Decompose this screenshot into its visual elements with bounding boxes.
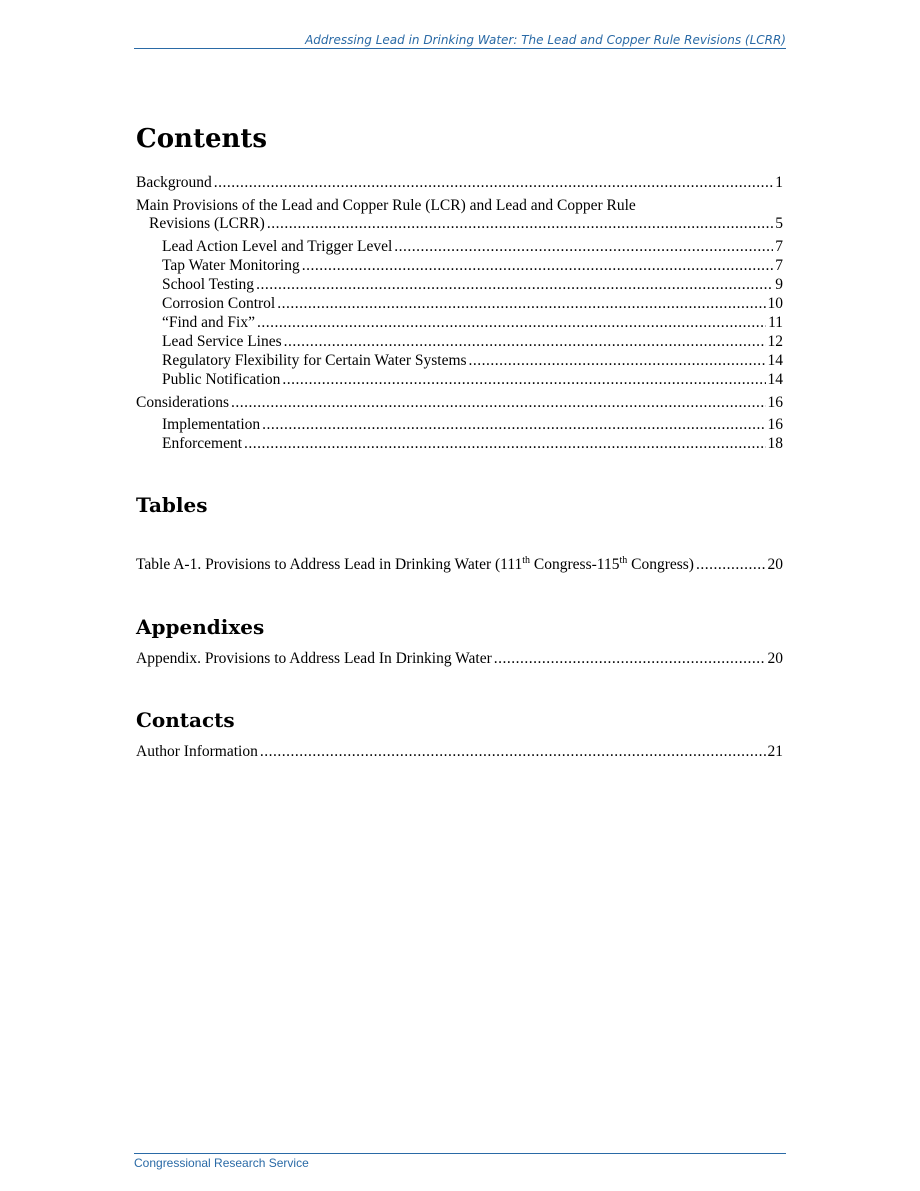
appendixes-heading: Appendixes [136, 615, 265, 639]
toc-page-number: 7 [775, 238, 783, 255]
toc-entry-considerations[interactable] [136, 394, 783, 413]
toc-page-number: 20 [767, 650, 783, 667]
toc-entry-find-and-fix[interactable] [162, 314, 783, 333]
toc-page-number: 5 [775, 215, 783, 232]
toc-entry-implementation[interactable] [162, 416, 783, 435]
toc-entry-main-provisions[interactable] [149, 215, 783, 234]
toc-label-part: Congress) [627, 556, 694, 573]
ordinal-suffix: th [619, 555, 628, 566]
toc-page-number: 9 [775, 276, 783, 293]
toc-label: School Testing [162, 276, 255, 293]
toc-page-number: 16 [767, 416, 783, 433]
dot-leader [469, 352, 766, 370]
toc-label: Corrosion Control [162, 295, 276, 312]
toc-label [136, 556, 694, 574]
toc-page-number: 18 [767, 435, 783, 452]
toc-entry-main-provisions-line1[interactable]: Main Provisions of the Lead and Copper Rule (LCR) and Lead and Copper Rule [136, 197, 636, 214]
toc-page-number: 7 [775, 257, 783, 274]
toc-entry-school-testing[interactable] [162, 276, 783, 295]
toc-label-part: Congress-115 [530, 556, 620, 573]
page-footer: Congressional Research Service [134, 1153, 786, 1170]
toc-label: Appendix. Provisions to Address Lead In Drinking Water [136, 650, 492, 667]
toc-entry-corrosion-control[interactable] [162, 295, 783, 314]
contacts-heading: Contacts [136, 708, 235, 732]
dot-leader [267, 215, 773, 233]
toc-page-number: 12 [767, 333, 783, 350]
toc-entry-table-a1[interactable] [136, 556, 783, 575]
running-header: Addressing Lead in Drinking Water: The Lead and Copper Rule Revisions (LCRR) [134, 33, 786, 49]
dot-leader [257, 314, 766, 332]
dot-leader [277, 295, 765, 313]
dot-leader [256, 276, 773, 294]
toc-page-number: 14 [767, 352, 783, 369]
dot-leader [282, 371, 765, 389]
toc-label: Implementation [162, 416, 261, 433]
toc-entry-tap-water-monitoring[interactable] [162, 257, 783, 276]
toc-label: “Find and Fix” [162, 314, 255, 331]
toc-page-number: 14 [767, 371, 783, 388]
toc-page-number: 11 [768, 314, 783, 331]
ordinal-suffix: th [522, 555, 531, 566]
dot-leader [244, 435, 765, 453]
toc-entry-regulatory-flexibility[interactable] [162, 352, 783, 371]
dot-leader [302, 257, 774, 275]
toc-entry-appendix[interactable] [136, 650, 783, 669]
toc-entry-background[interactable] [136, 174, 783, 193]
contents-heading: Contents [136, 124, 268, 154]
tables-heading: Tables [136, 493, 208, 517]
toc-page-number: 21 [767, 743, 783, 760]
toc-page-number: 10 [767, 295, 783, 312]
toc-entry-public-notification[interactable] [162, 371, 783, 390]
toc-label: Tap Water Monitoring [162, 257, 300, 274]
toc-page-number: 16 [767, 394, 783, 411]
toc-label: Lead Service Lines [162, 333, 282, 350]
dot-leader [262, 416, 765, 434]
dot-leader [231, 394, 766, 412]
toc-label: Author Information [136, 743, 258, 760]
toc-entry-author-information[interactable] [136, 743, 783, 762]
toc-label: Considerations [136, 394, 229, 411]
dot-leader [214, 174, 773, 192]
toc-entry-enforcement[interactable] [162, 435, 783, 454]
dot-leader [260, 743, 766, 761]
dot-leader [284, 333, 766, 351]
toc-label: Enforcement [162, 435, 243, 452]
dot-leader [696, 556, 766, 574]
toc-label: Regulatory Flexibility for Certain Water Systems [162, 352, 467, 369]
dot-leader [494, 650, 766, 668]
toc-label: Lead Action Level and Trigger Level [162, 238, 393, 255]
toc-label: Public Notification [162, 371, 281, 388]
toc-entry-lead-action-level[interactable] [162, 238, 783, 257]
toc-page-number: 20 [767, 556, 783, 573]
toc-page-number: 1 [775, 174, 783, 191]
toc-label-part: Table A-1. Provisions to Address Lead in Drinking Water (111 [136, 556, 523, 573]
dot-leader [394, 238, 773, 256]
toc-label: Revisions (LCRR) [149, 215, 265, 232]
toc-label: Background [136, 174, 212, 191]
toc-entry-lead-service-lines[interactable] [162, 333, 783, 352]
